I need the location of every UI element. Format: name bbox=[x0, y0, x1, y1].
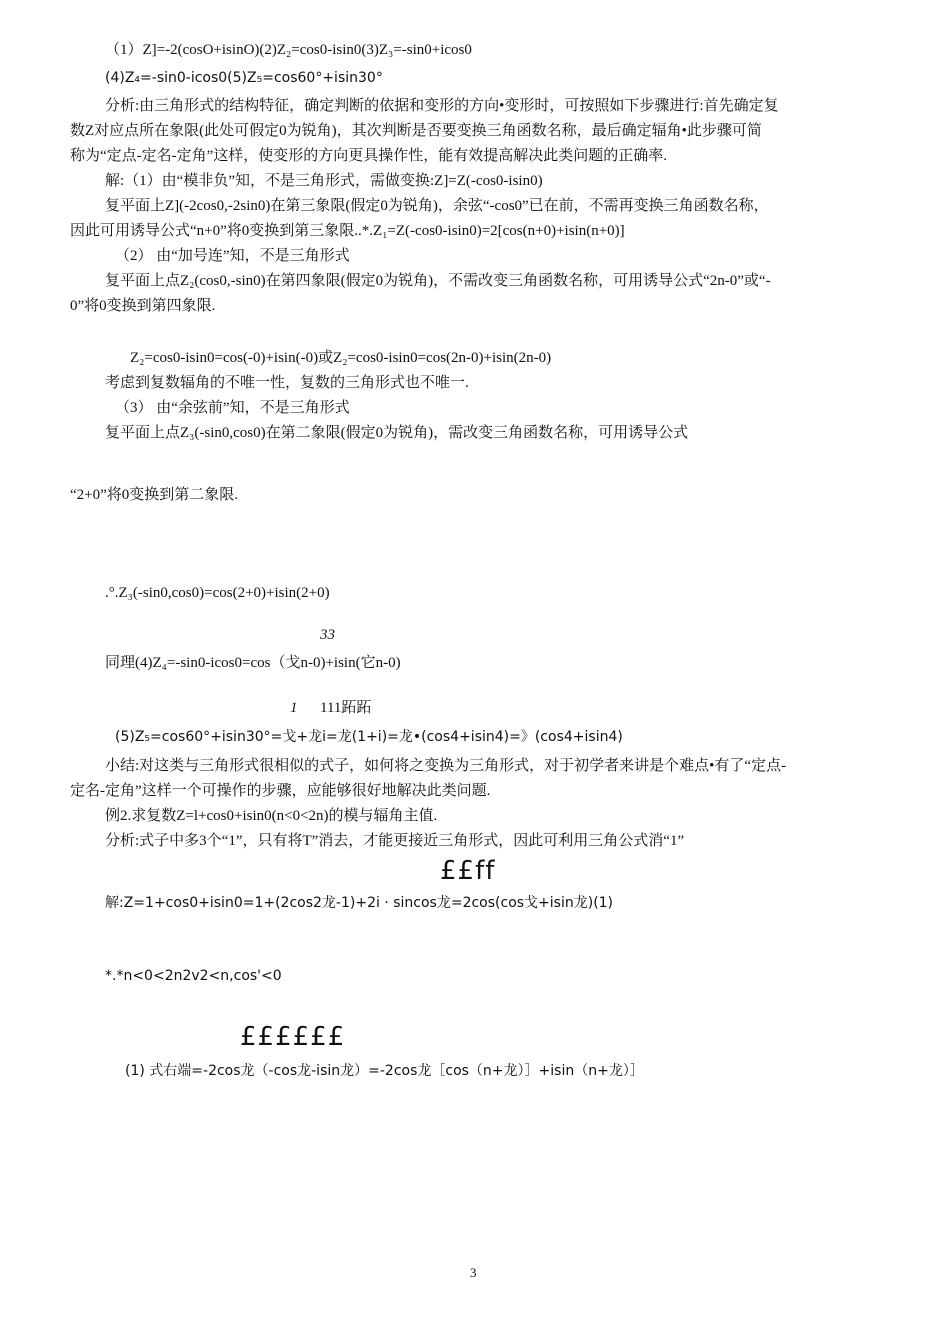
text-line: 分析:式子中多3个“1”，只有将T”消去，才能更接近三角形式，因此可利用三角公式消“1” bbox=[105, 833, 685, 849]
text-line: 同理(4)Z₄=-sin0-icos0=cos（戈n-0)+isin(它n-0) bbox=[105, 655, 401, 671]
text-line: 定名-定角”这样一个可操作的步骤，应能够很好地解决此类问题. bbox=[70, 783, 491, 799]
text-line: 因此可用诱导公式“n+0”将0变换到第三象限..*.Z₁=Z(-cos0-isin0)=2[cos(n+0)+isin(n+0)] bbox=[70, 223, 625, 239]
text-line: 称为“定点-定名-定角”这样，使变形的方向更具操作性，能有效提高解决此类问题的正确率. bbox=[70, 148, 668, 164]
text-line: （3） 由“余弦前”知，不是三角形式 bbox=[115, 400, 350, 416]
text-line: “2+0”将0变换到第二象限. bbox=[70, 487, 239, 503]
text-line: (5)Z₅=cos60°+isin30°=戈+龙i=龙(1+i)=龙•(cos4+isin4)=》(cos4+isin4) bbox=[115, 729, 623, 745]
text-line: (4)Z₄=-sin0-icos0(5)Z₅=cos60°+isin30° bbox=[105, 70, 383, 86]
text-line: Z₂=cos0-isin0=cos(-0)+isin(-0)或Z₂=cos0-isin0=cos(2n-0)+isin(2n-0) bbox=[130, 350, 552, 366]
text-line: 分析:由三角形式的结构特征，确定判断的依据和变形的方向•变形时，可按照如下步骤进行:首先确定复 bbox=[105, 98, 779, 114]
text-line: 小结:对这类与三角形式很相似的式子，如何将之变换为三角形式，对于初学者来讲是个难点•有了“定点- bbox=[105, 758, 787, 774]
text-line: 例2.求复数Z=l+cos0+isin0(n<0<2n)的模与辐角主值. bbox=[105, 808, 438, 824]
text-line: 复平面上点Z₃(-sin0,cos0)在第二象限(假定0为锐角)，需改变三角函数名称，可用诱导公式 bbox=[105, 425, 689, 441]
text-line: 复平面上Z](-2cos0,-2sin0)在第三象限(假定0为锐角)，余弦“-cos0”已在前，不需再变换三角函数名称， bbox=[105, 198, 769, 214]
text-line: 解:Z=1+cos0+isin0=1+(2cos2龙-1)+2i · sincos龙=2cos(cos戈+isin龙)(1) bbox=[105, 895, 614, 911]
text-line: 111跖跖 bbox=[320, 700, 372, 716]
text-line: 解:（1）由“模非负”知，不是三角形式，需做变换:Z]=Z(-cos0-isin0) bbox=[105, 173, 543, 189]
text-line: ££££££ bbox=[240, 1022, 346, 1052]
text-line: *.*n<0<2n2v2<n,cos'<0 bbox=[105, 968, 282, 984]
text-line: 数Z对应点所在象限(此处可假定0为锐角)，其次判断是否要变换三角函数名称，最后确定辐角•此步骤可简 bbox=[70, 123, 762, 139]
text-line: .°.Z₃(-sin0,cos0)=cos(2+0)+isin(2+0) bbox=[105, 585, 330, 601]
text-line: 33 bbox=[320, 627, 335, 643]
text-line: 复平面上点Z₂(cos0,-sin0)在第四象限(假定0为锐角)，不需改变三角函数名称，可用诱导公式“2n-0”或“- bbox=[105, 273, 771, 289]
text-line: ££ff bbox=[440, 856, 496, 886]
text-line: 0”将0变换到第四象限. bbox=[70, 298, 216, 314]
text-line: （2） 由“加号连”知，不是三角形式 bbox=[115, 248, 350, 264]
text-line: (1) 式右端=-2cos龙（-cos龙-isin龙）=-2cos龙［cos（n+龙）］+isin（n+龙）］ bbox=[125, 1063, 644, 1079]
text-line: 1 bbox=[290, 700, 298, 716]
text-line: 考虑到复数辐角的不唯一性，复数的三角形式也不唯一. bbox=[105, 375, 469, 391]
text-line: （1）Z]=-2(cosO+isinO)(2)Z₂=cos0-isin0(3)Z₃=-sin0+icos0 bbox=[105, 42, 472, 58]
page-number: 3 bbox=[470, 1265, 477, 1280]
